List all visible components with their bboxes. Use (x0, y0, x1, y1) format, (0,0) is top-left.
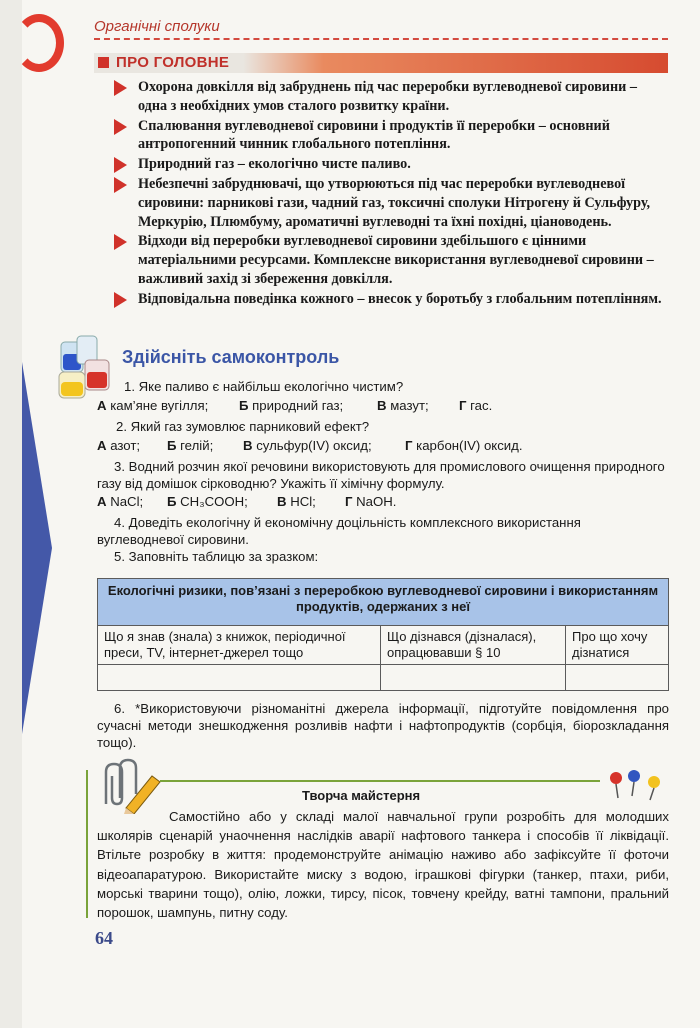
arrow-bullet-icon (114, 157, 127, 173)
self-control-title: Здійсніть самоконтроль (122, 347, 340, 367)
header-divider (94, 38, 668, 40)
table-col-want: Про що хочу дізнатися (566, 626, 669, 665)
summary-item: Охорона довкілля від забруднень під час переробки вуглеводневої сировини – одна з необхідних умов сталого розвитку країни. (112, 78, 668, 116)
arrow-bullet-icon (114, 177, 127, 193)
paperclip-pencil-icon (96, 758, 166, 814)
summary-item: Природний газ – екологічно чисте паливо. (112, 155, 668, 174)
table-col-known: Що я знав (знала) з книжок, періодичної преси, TV, інтернет-джерел тощо (98, 626, 381, 665)
risks-table (97, 578, 669, 691)
creative-title: Творча майстерня (302, 788, 421, 803)
square-bullet-icon (98, 57, 109, 68)
summary-item: Відходи від переробки вуглеводневої сировини здебільшого є цінними матеріальними ресурсами. Комплексне використання вуглеводневої сировини – важливий захід зі збереження довкілля. (112, 232, 668, 288)
arrow-bullet-icon (114, 234, 127, 250)
textbook-page: Органічні сполуки ПРО ГОЛОВНЕ Охорона довкілля від забруднень під час переробки вуглеводневої сировини – одна з необхідних умов сталого розвитку країни. Спалювання вуглеводневої сировини і продуктів її переробки – основний антропогенний чинник глобального потепління. Природний газ – екологічно чисте паливо. Небезпечні забруднювачі, що утворюються під час переробки вуглеводневої сировини: парникові гази, чадний газ, токсичні сполуки Нітрогену й Сульфуру, Меркурію, Плюмбуму, ароматичні вуглеводні та їхні похідні, ціановодень. Відходи від переробки вуглеводневої сировини здебільшого є цінними матеріальними ресурсами. Комплексне використання вуглеводневої сировини – важливий захід зі збереження довкілля. Відповідальна поведінка кожного – внесок у боротьбу з глобальним потеплінням. Здійсніть самоконтроль 1. Яке паливо є найбільш екологічно чистим? А кам’яне вугілля; Б природний газ; В мазут; Г гас. 2. Який газ зумовлює парниковий ефект? А азот; Б гелій; В сульфур(IV) оксид; Г карбон(IV) оксид. 3. Водний розчин якої речовини використовують для промислового очищення природного газу від домішок сірководню? Укажіть її хімічну формулу. А NaCl; Б CH₃COOH; В HCl; Г NaOH. 4. Доведіть екологічну й економічну доцільність комплексного використання вуглеводневої сировини. 5. Заповніть таблицю за зразком: Екологічні ризики, пов’язані з переробкою вуглеводневої сировини і використанням продуктів, одержаних з неї Що я знав (знала) з книжок, періодичної преси, TV, інтернет-джерел тощо Що дізнався (дізналася), опрацювавши § 10 Про що хочу дізнатися 6. *Використовуючи різноманітні джерела інформації, підготуйте повідомлення про сучасні методи знешкодження розливів нафти і нафтопродуктів (сорбція, біорозкладання тощо). Творча майстерня Самостійно або у складі малої навчальної групи розробіть для молодших школярів сценарій унаочнення наслідків аварії нафтового танкера і способів її ліквідації. Втільте розробку в життя: продемонструйте анімацію наживо або зафіксуйте її фоточи відеоапаратурою. Використайте миску з водою, іграшкові фігурки (танкер, птахи, риби, морські тварини тощо), олію, ложки, тирсу, пісок, товчену крейду, ватні тампони, пральний порошок, шампунь, питну соду. 64 (0, 0, 700, 1028)
creative-text: Самостійно або у складі малої навчальної групи розробіть для молодших школярів сценарій унаочнення наслідків аварії нафтового танкера і способів її ліквідації. Втільте розробку в життя: продемонструйте анімацію наживо або зафіксуйте її фоточи відеоапаратурою. Використайте миску з водою, іграшкові фігурки (танкер, птахи, риби, морські тварини тощо), олію, ложки, тирсу, пісок, товчену крейду, ватні тампони, пральний порошок, шампунь, питну соду. (97, 809, 669, 921)
creative-divider (160, 780, 600, 782)
flasks-icon (55, 334, 113, 402)
summary-title: ПРО ГОЛОВНЕ (116, 54, 230, 71)
question-5: 5. Заповніть таблицю за зразком: (114, 549, 319, 564)
question-6: 6. *Використовуючи різноманітні джерела інформації, підготуйте повідомлення про сучасні методи знешкодження розливів нафти і нафтопродуктів (сорбція, біорозкладання тощо). (97, 701, 669, 750)
push-pins-icon (604, 768, 668, 802)
summary-item: Спалювання вуглеводневої сировини і продуктів її переробки – основний антропогенний чинник глобального потепління. (112, 117, 668, 155)
table-cell[interactable] (381, 665, 566, 691)
arrow-bullet-icon (114, 80, 127, 96)
summary-item: Відповідальна поведінка кожного – внесок у боротьбу з глобальним потеплінням. (112, 290, 668, 309)
question-4: 4. Доведіть екологічну й економічну доцільність комплексного використання вуглеводневої сировини. (97, 515, 581, 547)
table-col-learned: Що дізнався (дізналася), опрацювавши § 10 (381, 626, 566, 665)
table-header: Екологічні ризики, пов’язані з переробкою вуглеводневої сировини і використанням продуктів, одержаних з неї (98, 579, 669, 626)
table-cell[interactable] (98, 665, 381, 691)
arrow-bullet-icon (114, 119, 127, 135)
running-header: Органічні сполуки (94, 18, 220, 35)
side-tab-marker (22, 362, 52, 734)
chapter-ring-icon (14, 14, 64, 72)
summary-list (112, 78, 668, 310)
question-3: 3. Водний розчин якої речовини використовують для промислового очищення природного газу від домішок сірководню? Укажіть її хімічну формулу. (97, 459, 665, 491)
arrow-bullet-icon (114, 292, 127, 308)
table-cell[interactable] (566, 665, 669, 691)
summary-item: Небезпечні забруднювачі, що утворюються під час переробки вуглеводневої сировини: парникові гази, чадний газ, токсичні сполуки Нітрогену й Сульфуру, Меркурію, Плюмбуму, ароматичні вуглеводні та їхні похідні, ціановодень. (112, 175, 668, 231)
creative-sidebar-line (86, 770, 88, 918)
page-gutter (0, 0, 22, 1028)
question-1: 1. Яке паливо є найбільш екологічно чистим? (124, 379, 404, 394)
page-number: 64 (95, 928, 113, 948)
question-2: 2. Який газ зумовлює парниковий ефект? (116, 419, 370, 434)
